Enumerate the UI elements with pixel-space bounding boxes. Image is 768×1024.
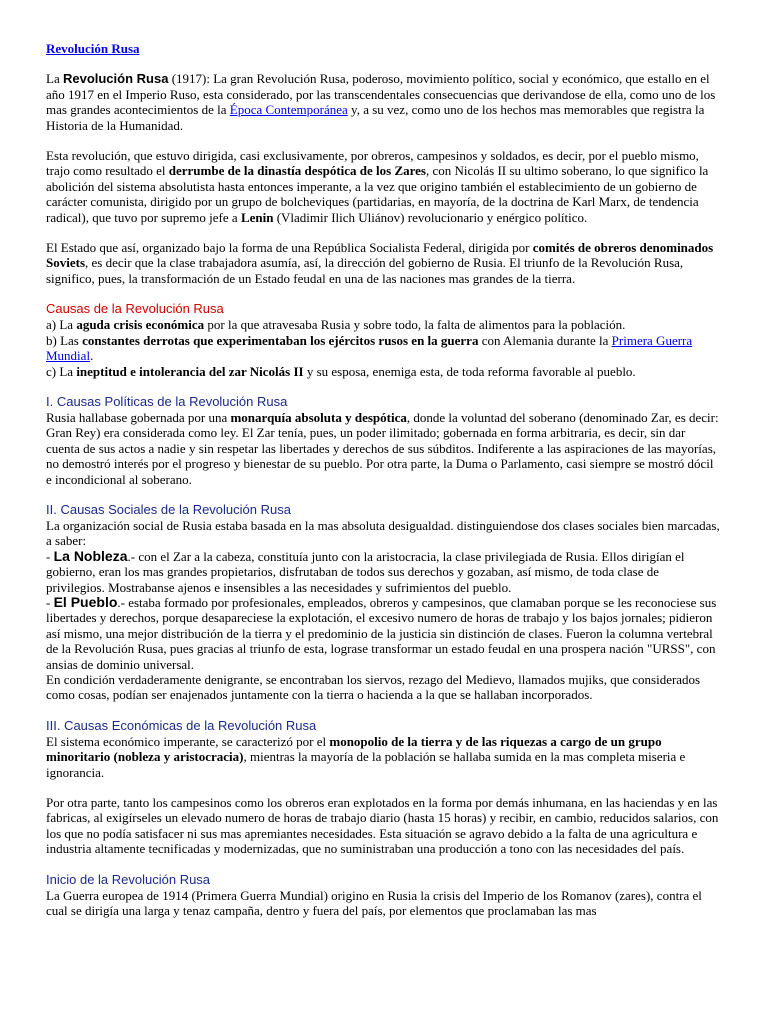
text: Rusia hallabase gobernada por una — [46, 409, 231, 425]
nobleza-label: La Nobleza — [53, 547, 128, 564]
politicas-paragraph — [46, 410, 720, 487]
bold-text: monarquía absoluta y despótica — [230, 409, 407, 425]
epoca-contemporanea-link[interactable]: Época Contemporánea — [229, 102, 348, 118]
text: , donde la voluntad del soberano (denominado Zar, es decir: Gran Rey) era considerada como ley. El Zar tenía, pues, un poder ilimitado; gobernada en forma arbitraria, es decir, sin dar cuenta de sus actos a nadie y sin respetar las libertades y derechos de sus súbditos. Indiferente a las aspiraciones de las mayorías, no demostró interés por el progreso y bienestar de su pueblo. Por otra parte, la Duma o Parlamento, casi siempre se mostró dócil e incondicional al soberano. — [46, 409, 719, 487]
text: . — [90, 348, 94, 364]
inicio-paragraph: La Guerra europea de 1914 (Primera Guerra Mundial) origino en Rusia la crisis del Imperio de los Romanov (zares), contra el cual se dirigía una larga y tenaz campaña, dentro y fuera del país, por elementos que proclamaban las mas — [46, 887, 702, 919]
text: (Vladimir Ilich Uliánov) revolucionario y enérgico político. — [273, 209, 588, 225]
text: (1917): La gran Revolución Rusa, poderoso, movimiento político, social y económico, que estallo en el año 1917 en el Imperio Ruso, esta considerado, por las transcendentales consecuencias que derivandose de ella, como uno de los mas grandes acontecimientos de la — [46, 71, 716, 118]
text: El sistema económico imperante, se caracterizó por el — [46, 733, 330, 749]
inicio-heading: Inicio de la Revolución Rusa — [46, 871, 211, 887]
causas-heading: Causas de la Revolución Rusa — [46, 301, 224, 317]
text: , mientras la mayoría de la población se hallaba sumida en la mas completa miseria e ignorancia. — [46, 749, 686, 780]
text: , es decir que la clase trabajadora asumía, así, la dirección del gobierno de Rusia. El triunfo de la Revolución Rusa, significo, pues, la transformación de un Estado feudal en una de las naciones mas grandes de la tierra. — [46, 255, 684, 286]
bold-text: monopolio de la tierra y de las riquezas a cargo de un grupo minoritario (nobleza y aristocracia) — [46, 733, 662, 765]
document-body — [46, 41, 720, 918]
lenin-bold: Lenin — [240, 209, 274, 225]
bold-text: aguda crisis económica — [76, 317, 205, 333]
causa-a — [46, 317, 720, 332]
pueblo-label: El Pueblo — [53, 593, 118, 610]
economicas-heading: III. Causas Económicas de la Revolución Rusa — [46, 717, 317, 733]
sociales-intro: La organización social de Rusia estaba basada en la mas absoluta desigualdad. distinguiendose dos clases sociales bien marcadas, a saber: — [46, 517, 720, 549]
politicas-heading: I. Causas Políticas de la Revolución Rusa — [46, 393, 288, 409]
text: - — [46, 594, 54, 610]
nobleza-paragraph — [46, 549, 720, 595]
text: y su esposa, enemiga esta, de toda reforma favorable al pueblo. — [303, 363, 636, 379]
bold-text: ineptitud e intolerancia del zar Nicolás II — [76, 363, 304, 379]
siervos-paragraph: En condición verdaderamente denigrante, se encontraban los siervos, rezago del Medievo, llamados mujiks, que considerados como cosas, podían ser enajenados juntamente con la tierra o hacienda a la que se hallaban incorporados. — [46, 672, 701, 703]
title-link[interactable]: Revolución Rusa — [46, 41, 140, 56]
economicas-paragraph — [46, 734, 720, 780]
text: La — [46, 71, 63, 87]
text: por la que atravesaba Rusia y sobre todo, la falta de alimentos para la población. — [204, 317, 626, 333]
text: con Alemania durante la — [478, 332, 612, 348]
text: b) Las — [46, 332, 83, 348]
text: a) La — [46, 317, 77, 333]
economicas-paragraph-2: Por otra parte, tanto los campesinos como los obreros eran explotados en la forma por demás inhumana, en las haciendas y en las fabricas, al exigírseles un elevado numero de horas de trabajo diario (hasta 15 horas) y recibir, en cambio, reducidos salarios, con los que no podía satisfacer ni sus mas apremiantes necesidades. Esta situación se agravo debido a la falta de una agricultura e industria altamente tecnificadas y modernizadas, que no suministraban una producción a tono con las necesidades del país. — [46, 795, 719, 857]
intro-paragraph — [46, 71, 720, 133]
revolucion-rusa-bold: Revolución Rusa — [62, 71, 169, 87]
paragraph-3 — [46, 240, 720, 286]
primera-guerra-mundial-link[interactable]: Primera Guerra Mundial — [46, 332, 693, 364]
text: - — [46, 548, 54, 564]
bold-text: derrumbe de la dinastía despótica de los Zares — [168, 163, 426, 179]
pueblo-paragraph — [46, 595, 720, 672]
paragraph-2 — [46, 148, 720, 225]
bold-text: constantes derrotas que experimentaban los ejércitos rusos en la guerra — [82, 332, 479, 348]
text: El Estado que así, organizado bajo la forma de una República Socialista Federal, dirigida por — [46, 240, 533, 256]
text: Esta revolución, que estuvo dirigida, casi exclusivamente, por obreros, campesinos y soldados, es decir, por el pueblo mismo, trajo como resultado el — [46, 148, 699, 179]
text: .- estaba formado por profesionales, empleados, obreros y campesinos, que clamaban porque se les reconociese sus libertades y derechos, porque desapareciese la explotación, el excesivo numero de horas de trabajo y los bajos jornales; pidieron así mismo, una mejor distribución de la tierra y el predominio de la justicia sin distinción de clases. Fueron la columna vertebral de la Revolución Rusa, pues gracias al triunfo de esta, lograse transformar un estado feudal en una prospera nación "URSS", con ansias de dominio universal. — [46, 594, 717, 672]
causa-c — [46, 364, 720, 379]
sociales-heading: II. Causas Sociales de la Revolución Rusa — [46, 501, 291, 517]
causa-b — [46, 333, 720, 364]
text: y, a su vez, como uno de los hechos mas memorables que registra la Historia de la Humanidad. — [46, 102, 705, 133]
text: c) La — [46, 363, 77, 379]
text: , con Nicolás II su ultimo soberano, lo que significo la abolición del sistema absolutista hasta entonces imperante, a la vez que origino también el establecimiento de un gobierno de carácter comunista, dirigido por un grupo de bolcheviques (partidarias, en mayoría, de la doctrina de Karl Marx, de tendencia radical), que tuvo por supremo jefe a — [46, 163, 709, 225]
text: .- con el Zar a la cabeza, constituía junto con la aristocracia, la clase privilegiada de Rusia. Ellos dirigían el gobierno, eran los mas grandes propietarios, disfrutaban de todos sus derechos y gozaban, así mismo, de toda clase de privilegios. Mostrabanse ajenos e insensibles a las necesidades y sufrimientos del pueblo. — [46, 548, 685, 595]
bold-text: comités de obreros denominados Soviets — [46, 240, 714, 271]
